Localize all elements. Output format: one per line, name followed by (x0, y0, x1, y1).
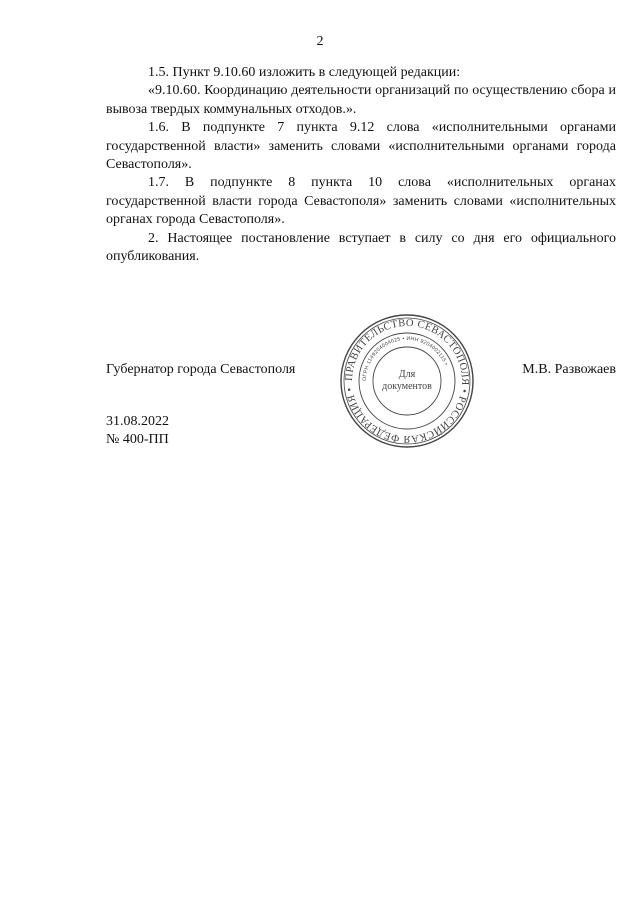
seal-center-line-2: документов (382, 381, 432, 392)
seal-inner-text: ОГРН 1149204004025 • ИНН 9204002115 • (361, 335, 449, 382)
seal-center-line-1: Для (398, 369, 416, 380)
page-number: 2 (316, 34, 324, 49)
document-body (106, 64, 616, 266)
official-seal (339, 313, 475, 449)
signatory-name: М.В. Развожаев (522, 362, 616, 377)
paragraph-1-5: 1.5. Пункт 9.10.60 изложить в следующей редакции: (148, 65, 461, 80)
seal-outer-text: ПРАВИТЕЛЬСТВО СЕВАСТОПОЛЯ • РОССИЙСКАЯ ФЕДЕРАЦИЯ • (343, 317, 471, 445)
document-date: 31.08.2022 (106, 414, 169, 429)
paragraph-2: 2. Настоящее постановление вступает в силу со дня его официального опубликования. (106, 230, 616, 265)
paragraph-1-6: 1.6. В подпункте 7 пункта 9.12 слова «исполнительными органами государственной власти» заменить словами «исполнительными органами города Севастополя». (106, 120, 616, 173)
paragraph-1-7: 1.7. В подпункте 8 пункта 10 слова «исполнительных органах государственной власти города Севастополя» заменить словами «исполнительных органах города Севастополя». (106, 175, 616, 228)
document-number: № 400-ПП (106, 432, 169, 447)
paragraph-quote-9-10-60: «9.10.60. Координацию деятельности организаций по осуществлению сбора и вывоза твердых коммунальных отходов.». (106, 83, 616, 117)
seal-graphic (339, 313, 475, 449)
signatory-title: Губернатор города Севастополя (106, 362, 296, 377)
